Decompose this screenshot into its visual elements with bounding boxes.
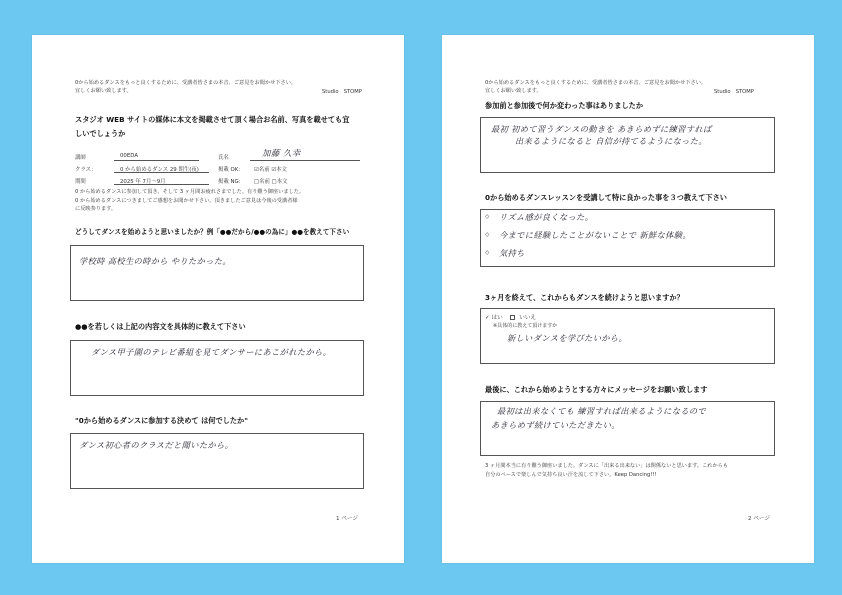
question-6-sub: ※具体的に教えて頂けますか	[493, 323, 558, 329]
answer-1: 学校時 高校生の時から やりたかった。	[79, 256, 231, 266]
answer-7-line-2: あきらめず続けていただきたい。	[491, 420, 620, 430]
note-line-3: に反映参ります。	[75, 206, 117, 212]
intro-line-2: 宜しくお願い致します。	[75, 88, 132, 94]
no-option: いいえ	[519, 315, 537, 321]
bullet-icon: ◇	[485, 232, 490, 238]
answer-4-line-1: 最初 初めて習うダンスの動きを あきらめずに練習すれば	[491, 124, 712, 134]
publish-ng-label: 掲載 NG:	[218, 179, 241, 185]
answer-box-3	[70, 433, 364, 489]
survey-page-1	[32, 35, 404, 563]
page-number-2: 2 ページ	[748, 516, 771, 522]
question-5: 0から始めるダンスレッスンを受講して特に良かった事を３つ教えて下さい	[485, 193, 727, 202]
answer-5-3: 気持ち	[499, 248, 525, 258]
note-line-2: 0 から始めるダンスにつきましてご感想をお聞かせ下さい。頂きましたご意見は今後の受講者様	[75, 198, 298, 204]
answer-box-1	[70, 245, 364, 301]
answer-5-2: 今までに経験したことがないことで 新鮮な体験。	[499, 230, 691, 240]
heading-line-1: スタジオ WEB サイトの媒体に本文を掲載させて頂く場合お名前、写真を載せても宜	[75, 115, 350, 124]
publish-ok-label: 掲載 OK:	[218, 167, 241, 173]
question-3: "0から始めるダンスに参加する決めて は何でしたか"	[75, 416, 248, 425]
answer-2: ダンス甲子園のテレビ番組を見てダンサーにあこがれたから。	[91, 347, 332, 357]
heading-line-2: しいでしょうか	[75, 129, 126, 138]
class-value: 0 から始めるダンス 29 期生(夜)	[120, 167, 199, 173]
answer-3: ダンス初心者のクラスだと聞いたから。	[79, 440, 234, 450]
answer-box-7	[480, 401, 775, 456]
instructor-label: 講師	[75, 155, 86, 161]
bullet-icon: ◇	[485, 214, 490, 220]
intro-line-1: 0から始めるダンスをもっと良くするために、受講者皆さまの本音、ご意見をお聞かせ下さい。	[75, 80, 297, 86]
question-4: 参加前と参加後で何か変わった事はありましたか	[485, 101, 644, 110]
class-label: クラス：	[75, 167, 97, 173]
question-6: 3ヶ月を終えて、これからもダンスを続けようと思いますか？	[485, 293, 684, 302]
answer-6: 新しいダンスを学びたいから。	[507, 333, 628, 343]
instructor-value: 00EDA	[120, 153, 139, 159]
name-label: 氏名	[218, 155, 229, 161]
publish-ng-options: □名前 □本文	[254, 179, 288, 185]
question-2: ●●を若しくは上記の内容文を具体的に教えて下さい	[75, 322, 246, 331]
page-number-1: 1 ページ	[336, 516, 359, 522]
studio-name: Studio STOMP	[322, 89, 362, 95]
publish-ok-options: ☑名前 ☑本文	[254, 167, 287, 173]
intro-line-2: 宜しくお願い致します。	[485, 88, 542, 94]
bullet-icon: ◇	[485, 250, 490, 256]
intro-line-1: 0から始めるダンスをもっと良くするために、受講者皆さまの本音、ご意見をお聞かせ下さい。	[485, 80, 707, 86]
answer-4-line-2: 出来るようになると 自信が持てるようになった。	[515, 136, 707, 146]
answer-5-1: リズム感が良くなった。	[499, 212, 594, 222]
checkmark-icon: ✓	[485, 315, 490, 321]
question-7: 最後に、これから始めようとする方々にメッセージをお願い致します	[485, 385, 708, 394]
name-value: 加藤 久幸	[262, 149, 301, 159]
answer-box-5	[480, 209, 775, 267]
question-1: どうしてダンスを始めようと思いましたか？例「●●だから/●●の為に」●●を教えて下さい	[75, 228, 350, 236]
checkbox-icon	[510, 315, 515, 320]
answer-box-4	[480, 117, 775, 173]
period-label: 期間	[75, 179, 86, 185]
answer-box-2	[70, 340, 364, 396]
survey-page-2	[442, 35, 814, 563]
studio-name: Studio STOMP	[714, 89, 754, 95]
answer-7-line-1: 最初は出来なくても 練習すれば出来るようになるので	[497, 406, 707, 416]
closing-line-2: 自分のペースで楽しんで気持ち良い汗を流して下さい。Keep Dancing!!!	[485, 472, 657, 478]
closing-line-1: 3 ヶ月間本当に有り難う御座いました。ダンスに「出来る出来ない」は関係ないと思います。これからも	[485, 463, 729, 469]
period-value: 2025 年 7月～9月	[120, 179, 166, 185]
answer-box-6	[480, 308, 775, 364]
yes-option: ✓ はい いいえ	[485, 315, 537, 321]
note-line-1: 0 から始めるダンスに参加して頂き、そして 3 ヶ月間お疲れさまでした。有り難う御座いました。	[75, 189, 305, 195]
